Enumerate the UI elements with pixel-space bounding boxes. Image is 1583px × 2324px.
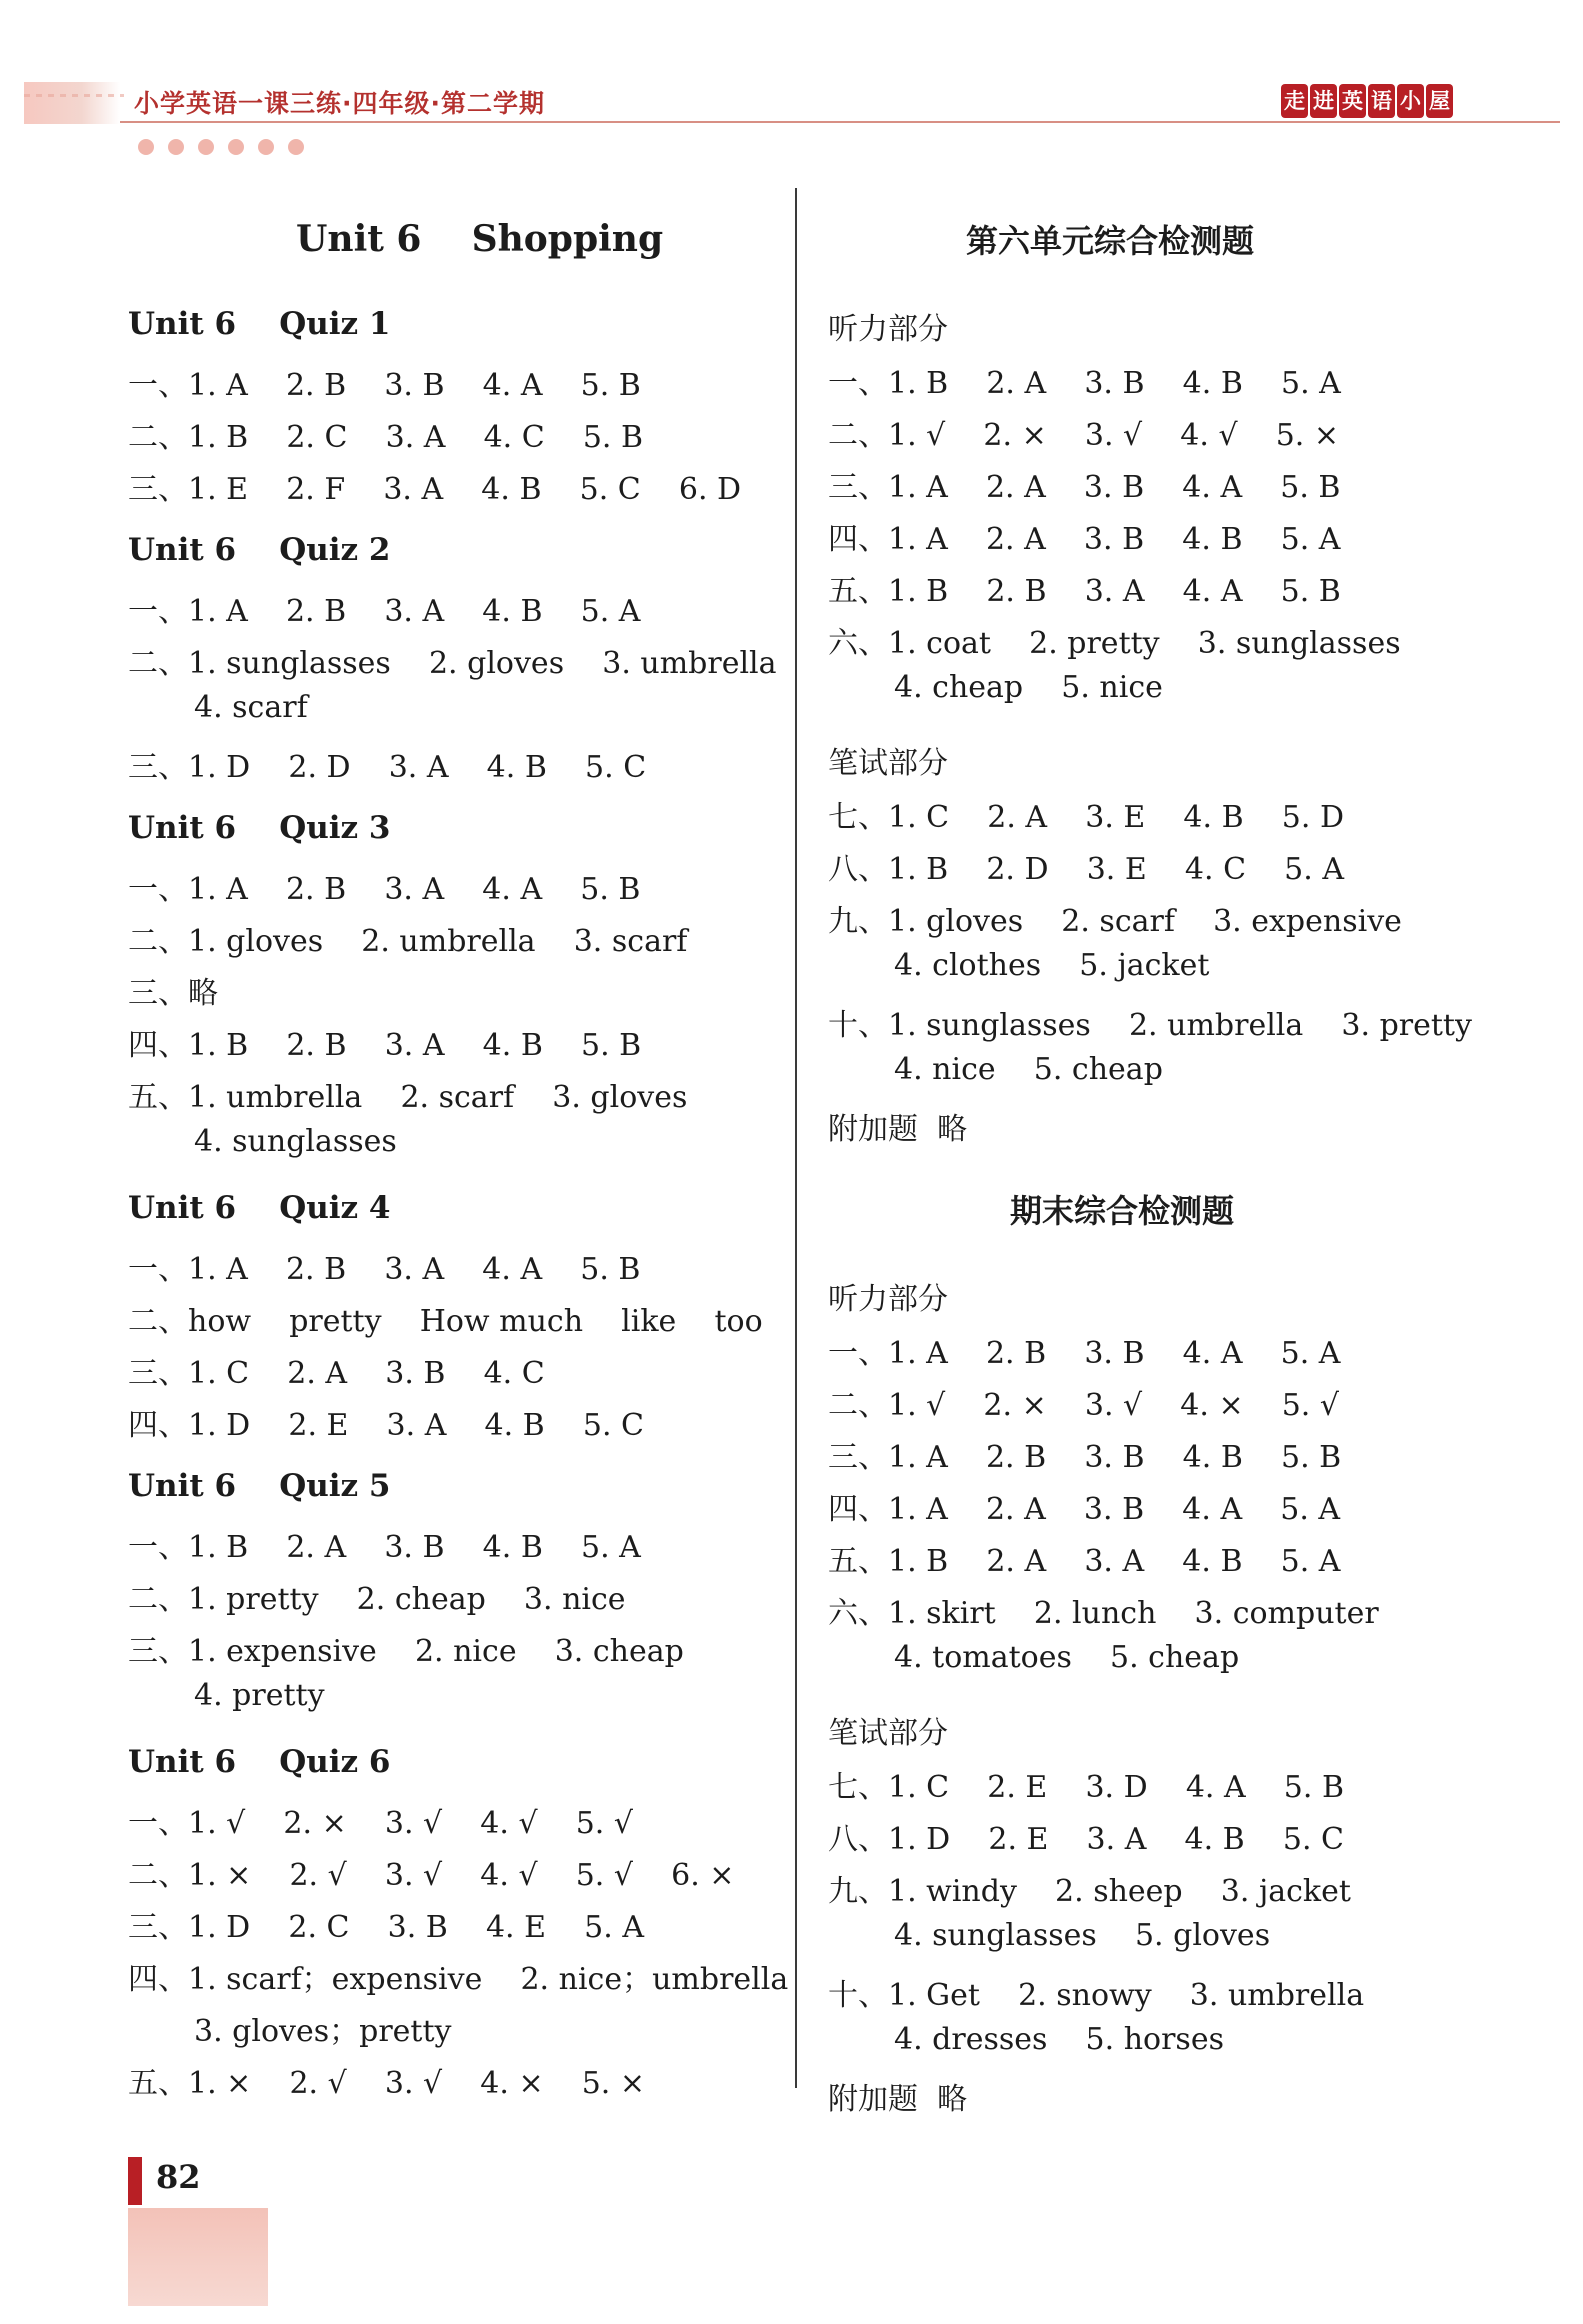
answer-line: 四、1. scarf；expensive 2. nice；umbrella <box>128 1962 789 1997</box>
answer-line: 三、1. C 2. A 3. B 4. C <box>128 1356 545 1391</box>
answer-line: 五、1. umbrella 2. scarf 3. gloves <box>128 1080 688 1115</box>
answer-line: 二、1. √ 2. × 3. √ 4. √ 5. × <box>828 418 1339 453</box>
answer-line: 一、1. B 2. A 3. B 4. B 5. A <box>828 366 1341 401</box>
answer-line: 七、1. C 2. E 3. D 4. A 5. B <box>828 1770 1344 1805</box>
book-title: 小学英语一课三练·四年级·第二学期 <box>134 89 545 118</box>
answer-line: 4. pretty <box>194 1678 325 1713</box>
page-number: 82 <box>156 2158 201 2196</box>
answer-line: 二、1. × 2. √ 3. √ 4. √ 5. √ 6. × <box>128 1858 735 1893</box>
unit-title: Unit 6 Shopping <box>296 218 664 260</box>
answer-line: 八、1. B 2. D 3. E 4. C 5. A <box>828 852 1344 887</box>
answer-line: 九、1. windy 2. sheep 3. jacket <box>828 1874 1351 1909</box>
answer-line: 4. cheap 5. nice <box>894 670 1163 705</box>
header-dots <box>138 139 304 155</box>
header-rule <box>120 121 1560 123</box>
answer-line: 五、1. × 2. √ 3. √ 4. × 5. × <box>128 2066 646 2101</box>
answer-line: 十、1. Get 2. snowy 3. umbrella <box>828 1978 1365 2013</box>
answer-line: 4. dresses 5. horses <box>894 2022 1224 2057</box>
answer-line: 四、1. A 2. A 3. B 4. A 5. A <box>828 1492 1341 1527</box>
answer-line: 九、1. gloves 2. scarf 3. expensive <box>828 904 1402 939</box>
listening-heading: 听力部分 <box>828 312 948 347</box>
final-test-title: 期末综合检测题 <box>1010 1192 1235 1230</box>
answer-line: 一、1. A 2. B 3. B 4. A 5. B <box>128 368 641 403</box>
quiz-heading: Unit 6 Quiz 2 <box>128 532 391 568</box>
answer-line: 七、1. C 2. A 3. E 4. B 5. D <box>828 800 1344 835</box>
answer-line: 二、1. gloves 2. umbrella 3. scarf <box>128 924 688 959</box>
answer-line: 4. sunglasses <box>194 1124 397 1159</box>
answer-line: 一、1. A 2. B 3. A 4. A 5. B <box>128 872 641 907</box>
page-number-bar <box>128 2157 142 2205</box>
answer-line: 附加题 略 <box>828 2082 968 2117</box>
answer-line: 三、1. E 2. F 3. A 4. B 5. C 6. D <box>128 472 742 507</box>
answer-line: 二、how pretty How much like too <box>128 1304 763 1339</box>
answer-line: 4. sunglasses 5. gloves <box>894 1918 1271 1953</box>
unit-test-title: 第六单元综合检测题 <box>966 222 1255 260</box>
writing-heading: 笔试部分 <box>828 746 948 781</box>
header-decoration <box>24 82 120 124</box>
answer-line: 二、1. sunglasses 2. gloves 3. umbrella <box>128 646 777 681</box>
quiz-heading: Unit 6 Quiz 4 <box>128 1190 391 1226</box>
answer-line: 一、1. B 2. A 3. B 4. B 5. A <box>128 1530 641 1565</box>
answer-line: 一、1. √ 2. × 3. √ 4. √ 5. √ <box>128 1806 633 1841</box>
quiz-heading: Unit 6 Quiz 3 <box>128 810 391 846</box>
answer-line: 一、1. A 2. B 3. A 4. A 5. B <box>128 1252 641 1287</box>
answer-line: 3. gloves；pretty <box>194 2014 452 2049</box>
column-divider <box>795 188 797 2088</box>
writing-heading: 笔试部分 <box>828 1716 948 1751</box>
answer-line: 4. clothes 5. jacket <box>894 948 1210 983</box>
answer-line: 一、1. A 2. B 3. A 4. B 5. A <box>128 594 641 629</box>
answer-line: 六、1. skirt 2. lunch 3. computer <box>828 1596 1379 1631</box>
quiz-heading: Unit 6 Quiz 1 <box>128 306 391 342</box>
answer-line: 4. tomatoes 5. cheap <box>894 1640 1240 1675</box>
answer-line: 三、略 <box>128 976 218 1011</box>
answer-line: 附加题 略 <box>828 1112 968 1147</box>
answer-line: 三、1. A 2. B 3. B 4. B 5. B <box>828 1440 1342 1475</box>
answer-line: 一、1. A 2. B 3. B 4. A 5. A <box>828 1336 1341 1371</box>
answer-line: 四、1. D 2. E 3. A 4. B 5. C <box>128 1408 644 1443</box>
answer-line: 三、1. D 2. D 3. A 4. B 5. C <box>128 750 647 785</box>
answer-line: 三、1. expensive 2. nice 3. cheap <box>128 1634 684 1669</box>
answer-line: 四、1. A 2. A 3. B 4. B 5. A <box>828 522 1341 557</box>
answer-line: 六、1. coat 2. pretty 3. sunglasses <box>828 626 1401 661</box>
quiz-heading: Unit 6 Quiz 5 <box>128 1468 391 1504</box>
answer-line: 二、1. pretty 2. cheap 3. nice <box>128 1582 626 1617</box>
quiz-heading: Unit 6 Quiz 6 <box>128 1744 391 1780</box>
footer-decoration <box>128 2208 268 2306</box>
answer-line: 五、1. B 2. B 3. A 4. A 5. B <box>828 574 1341 609</box>
answer-line: 4. nice 5. cheap <box>894 1052 1163 1087</box>
answer-line: 八、1. D 2. E 3. A 4. B 5. C <box>828 1822 1344 1857</box>
answer-line: 四、1. B 2. B 3. A 4. B 5. B <box>128 1028 642 1063</box>
header-stripe <box>24 94 124 97</box>
answer-line: 五、1. B 2. A 3. A 4. B 5. A <box>828 1544 1341 1579</box>
answer-line: 三、1. D 2. C 3. B 4. E 5. A <box>128 1910 644 1945</box>
answer-line: 三、1. A 2. A 3. B 4. A 5. B <box>828 470 1341 505</box>
answer-line: 二、1. B 2. C 3. A 4. C 5. B <box>128 420 644 455</box>
answer-line: 十、1. sunglasses 2. umbrella 3. pretty <box>828 1008 1472 1043</box>
listening-heading: 听力部分 <box>828 1282 948 1317</box>
answer-line: 二、1. √ 2. × 3. √ 4. × 5. √ <box>828 1388 1339 1423</box>
brand-logo: 走 进 英 语 小 屋 <box>1281 84 1453 118</box>
answer-line: 4. scarf <box>194 690 308 725</box>
